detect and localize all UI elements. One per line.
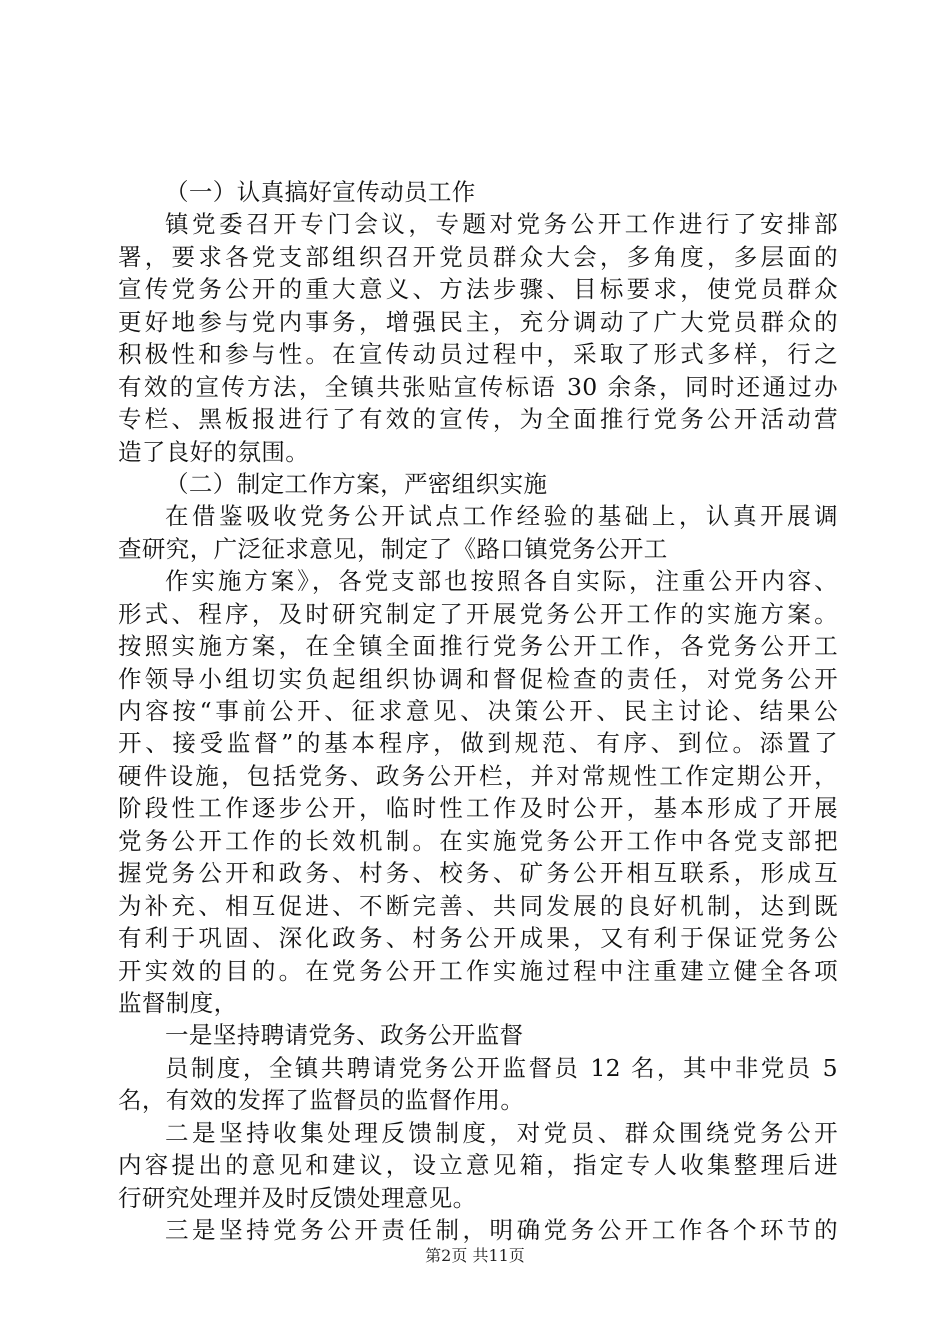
paragraph-line: 有效的宣传方法，全镇共张贴宣传标语 30 余条，同时还通过办	[118, 372, 838, 401]
paragraph-line: 署，要求各党支部组织召开党员群众大会，多角度，多层面的	[118, 242, 838, 271]
section-heading-1: （一）认真搞好宣传动员工作	[165, 178, 476, 206]
paragraph-line: 硬件设施，包括党务、政务公开栏，并对常规性工作定期公开，	[118, 761, 838, 790]
paragraph-line: 员制度，全镇共聘请党务公开监督员 12 名，其中非党员 5	[165, 1053, 838, 1082]
paragraph-line: 三是坚持党务公开责任制，明确党务公开工作各个环节的	[165, 1216, 838, 1244]
paragraph-line: 监督制度，	[118, 988, 238, 1017]
page-footer	[0, 1246, 950, 1266]
paragraph-line: 行研究处理并及时反馈处理意见。	[118, 1183, 477, 1212]
paragraph-line: 更好地参与党内事务，增强民主，充分调动了广大党员群众的	[118, 307, 838, 336]
paragraph-line: 专栏、黑板报进行了有效的宣传，为全面推行党务公开活动营	[118, 405, 838, 434]
paragraph-line: 二是坚持收集处理反馈制度，对党员、群众围绕党务公开	[165, 1118, 838, 1147]
paragraph-line: 形式、程序，及时研究制定了开展党务公开工作的实施方案。	[118, 599, 838, 628]
paragraph-line: 积极性和参与性。在宣传动员过程中，采取了形式多样，行之	[118, 340, 838, 369]
paragraph-line: 有利于巩固、深化政务、村务公开成果，又有利于保证党务公	[118, 924, 838, 953]
paragraph-line: 开实效的目的。在党务公开工作实施过程中注重建立健全各项	[118, 956, 838, 985]
section-heading-2: （二）制定工作方案，严密组织实施	[165, 469, 548, 498]
paragraph-line: 造了良好的氛围。	[118, 437, 310, 466]
paragraph-line: 内容提出的意见和建议，设立意见箱，指定专人收集整理后进	[118, 1151, 838, 1180]
paragraph-line: 作实施方案》，各党支部也按照各自实际，注重公开内容、	[165, 567, 838, 596]
paragraph-line: 名，有效的发挥了监督员的监督作用。	[118, 1086, 525, 1115]
paragraph-line: 阶段性工作逐步公开，临时性工作及时公开，基本形成了开展	[118, 794, 838, 823]
paragraph-line: 党务公开工作的长效机制。在实施党务公开工作中各党支部把	[118, 826, 838, 855]
paragraph-line: 一是坚持聘请党务、政务公开监督	[165, 1021, 524, 1050]
page-number: 第2页 共11页	[425, 1246, 525, 1265]
paragraph-line: 作领导小组切实负起组织协调和督促检查的责任，对党务公开	[118, 664, 838, 693]
paragraph-line: 内容按“事前公开、征求意见、决策公开、民主讨论、结果公	[118, 697, 838, 725]
paragraph-line: 在借鉴吸收党务公开试点工作经验的基础上，认真开展调	[165, 502, 838, 531]
paragraph-line: 开、接受监督”的基本程序，做到规范、有序、到位。添置了	[118, 729, 838, 758]
paragraph-line: 按照实施方案，在全镇全面推行党务公开工作，各党务公开工	[118, 632, 838, 661]
paragraph-line: 查研究，广泛征求意见，制定了《路口镇党务公开工	[118, 534, 668, 563]
paragraph-line: 镇党委召开专门会议，专题对党务公开工作进行了安排部	[165, 210, 838, 239]
paragraph-line: 握党务公开和政务、村务、校务、矿务公开相互联系，形成互	[118, 859, 838, 888]
paragraph-line: 宣传党务公开的重大意义、方法步骤、目标要求，使党员群众	[118, 275, 838, 304]
document-body	[118, 176, 838, 1246]
paragraph-line: 为补充、相互促进、不断完善、共同发展的良好机制，达到既	[118, 891, 838, 920]
